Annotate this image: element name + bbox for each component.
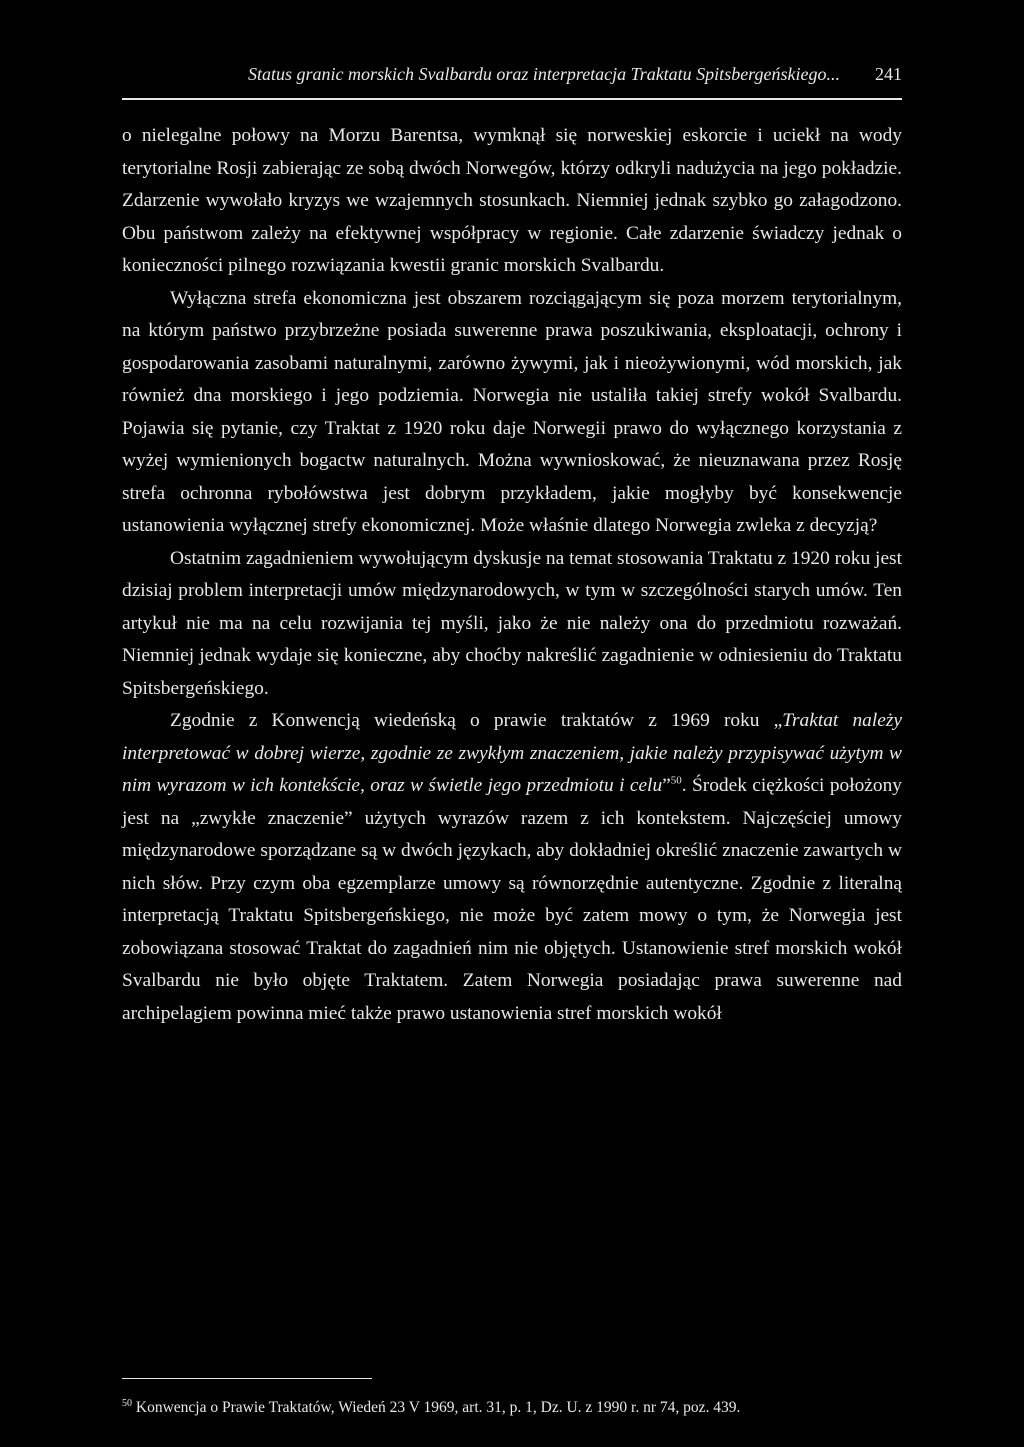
treaty-quote: Traktat należy interpretować w dobrej wierze, zgodnie ze zwykłym znaczeniem, jakie należy przypisywać użytym w nim wyrazom w ich kontekście, oraz w świetle jego przedmiotu i celu <box>122 710 903 796</box>
quote-close: ” <box>662 775 671 796</box>
running-title: Status granic morskich Svalbardu oraz interpretacja Traktatu Spitsbergeńskiego... <box>248 64 840 84</box>
footnote <box>122 1397 902 1419</box>
paragraph-2: Wyłączna strefa ekonomiczna jest obszarem rozciągającym się poza morzem terytorialnym, na którym państwo przybrzeżne posiada suwerenne prawa poszukiwania, eksploatacji, ochrony i gospodarowania zasobami naturalnymi, zarówno żywymi, jak i nieożywionymi, wód morskich, jak również dna morskiego i jego podziemia. Norwegia nie ustaliła takiej strefy wokół Svalbardu. Pojawia się pytanie, czy Traktat z 1920 roku daje Norwegii prawo do wyłącznego korzystania z wyżej wymienionych bogactw naturalnych. Można wywnioskować, że nieuznawana przez Rosję strefa ochronna rybołówstwa jest dobrym przykładem, jakie mogłyby być konsekwencje ustanowienia wyłącznej strefy ekonomicznej. Może właśnie dlatego Norwegia zwleka z decyzją? <box>122 287 902 536</box>
paragraph-3: Ostatnim zagadnieniem wywołującym dyskusje na temat stosowania Traktatu z 1920 roku jest dzisiaj problem interpretacji umów międzynarodowych, w tym w szczególności starych umów. Ten artykuł nie ma na celu rozwijania tej myśli, jako że nie należy ona do przedmiotu rozważań. Niemniej jednak wydaje się konieczne, aby choćby nakreślić zagadnienie w odniesieniu do Traktatu Spitsbergeńskiego. <box>122 547 902 699</box>
paragraph-1: o nielegalne połowy na Morzu Barentsa, wymknął się norweskiej eskorcie i uciekł na wody terytorialne Rosji zabierając ze sobą dwóch Norwegów, którzy odkryli nadużycia na jego pokładzie. Zdarzenie wywołało kryzys we wzajemnych stosunkach. Niemniej jednak szybko go załagodzono. Obu państwom zależy na efektywnej współpracy w regionie. Całe zdarzenie świadczy jednak o konieczności pilnego rozwiązania kwestii granic morskich Svalbardu. <box>122 125 902 276</box>
running-header <box>122 60 902 98</box>
paragraph-4-rest: . Środek ciężkości położony jest na „zwykłe znaczenie” użytych wyrazów razem z ich kontekstem. Najczęściej umowy międzynarodowe sporządzane są w dwóch językach, aby dokładniej określić znaczenie zawartych w nich słów. Przy czym oba egzemplarze umowy są równorzędnie autentyczne. Zgodnie z literalną interpretacją Traktatu Spitsbergeńskiego, nie może być zatem mowy o tym, że Norwegia jest zobowiązana stosować Traktat do zagadnień nim nie objętych. Ustanowienie stref morskich wokół Svalbardu nie było objęte Traktatem. Zatem Norwegia posiadając prawa suwerenne nad archipelagiem powinna mieć także prawo ustanowienia stref morskich wokół <box>122 775 902 1024</box>
page <box>122 60 902 1030</box>
footnote-rule <box>122 1378 372 1379</box>
footnote-text: Konwencja o Prawie Traktatów, Wiedeń 23 V 1969, art. 31, p. 1, Dz. U. z 1990 r. nr 74, poz. 439. <box>135 1399 741 1416</box>
page-number: 241 <box>875 64 902 84</box>
footnote-reference[interactable]: 50 <box>670 774 682 787</box>
body-text <box>122 120 902 1030</box>
paragraph-4-lead: Zgodnie z Konwencją wiedeńską o prawie traktatów z 1969 roku „ <box>170 710 783 731</box>
footnote-marker: 50 <box>122 1397 132 1409</box>
footnotes <box>122 1378 902 1419</box>
paragraph-4 <box>122 705 902 1030</box>
header-rule <box>122 98 902 100</box>
